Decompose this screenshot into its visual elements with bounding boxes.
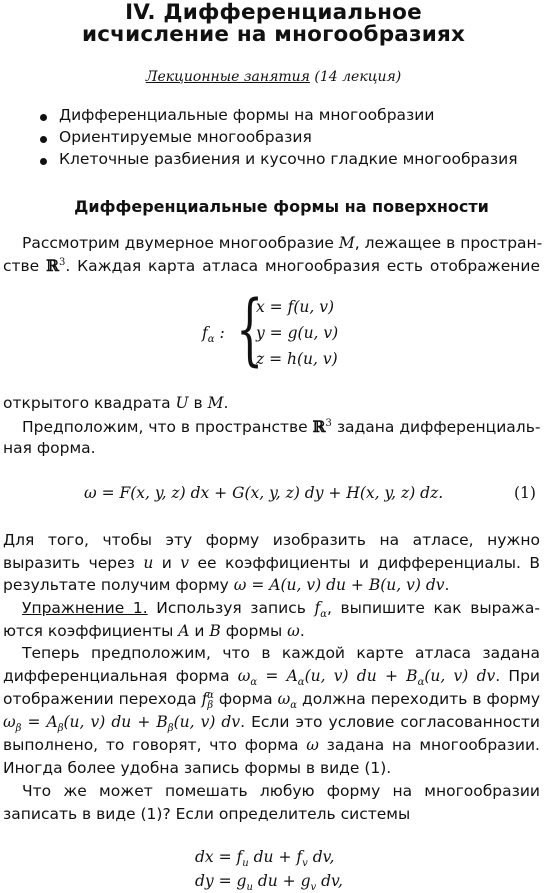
- left-brace-icon: {: [236, 285, 264, 375]
- paragraph-line: [3, 713, 540, 735]
- paragraph-line: Для того, чтобы эту форму изобразить на атласе, нужно: [3, 531, 540, 549]
- text-span: .: [223, 394, 229, 412]
- text-span: . При: [495, 667, 540, 685]
- chapter-title-line-2: исчисление на многообразиях: [81, 22, 466, 47]
- math-var: ω: [287, 622, 300, 640]
- text-span: задана на многообразии.: [318, 736, 540, 754]
- paragraph-line: [22, 419, 540, 436]
- text-span: выполнено, то говорят, что форма: [3, 736, 307, 754]
- system-equation-y: y = g(u, v): [256, 324, 339, 342]
- bullet-dot-icon: [40, 136, 47, 143]
- system-lhs: $f_\alpha$ :: [202, 324, 225, 346]
- text-span: Рассмотрим двумерное многообразие: [22, 234, 339, 252]
- subtitle-lecture-number: (14 лекция): [309, 69, 402, 85]
- bullet-dot-icon: [40, 114, 47, 121]
- paragraph-line: записать в виде (1)? Если определитель системы: [3, 805, 411, 823]
- text-span: выразить через: [3, 554, 144, 572]
- text-span: и: [189, 622, 210, 640]
- equation-1: ω = F(x, y, z) dx + G(x, y, z) dy + H(x, y, z) dz.: [84, 484, 444, 502]
- bullet-text: Дифференциальные формы на многообразии: [59, 106, 435, 124]
- bullet-text: Ориентируемые многообразия: [59, 128, 312, 146]
- exercise-line: [3, 624, 547, 640]
- differential-equation-dy: dy = $g_u$ du + $g_v$ dv,: [195, 872, 343, 893]
- text-span: , выпишите как выража-: [326, 599, 540, 617]
- text-span: в: [188, 394, 208, 412]
- math-var: u: [143, 554, 154, 572]
- superscript: 3: [325, 417, 332, 429]
- paragraph-line: ная форма.: [3, 439, 96, 457]
- text-span: . Если это условие согласованности: [240, 713, 540, 731]
- text-span: .: [444, 576, 450, 594]
- text-span: результате получим форму: [3, 576, 234, 594]
- paragraph-line: [3, 556, 540, 572]
- text-span: , лежащее в простран-: [354, 234, 543, 252]
- text-span: формы: [220, 622, 288, 640]
- equation-1-number: (1): [514, 484, 536, 502]
- paragraph-line: [3, 667, 540, 689]
- bullet-text: Клеточные разбиения и кусочно гладкие многообразия: [59, 150, 518, 168]
- real-space-symbol: ℝ: [312, 417, 326, 436]
- math-var: A: [178, 622, 190, 640]
- inline-formula: $f_\alpha$: [314, 599, 327, 621]
- text-span: . Каждая карта атласа многообразия есть отображение: [65, 257, 540, 275]
- system-equation-z: z = h(u, v): [256, 350, 338, 368]
- lecture-subtitle: [0, 70, 547, 84]
- text-span: должна переходить в форму: [297, 690, 540, 708]
- manifold-symbol: M: [207, 394, 224, 412]
- paragraph-line: [3, 689, 540, 712]
- exercise-label: Упражнение 1.: [22, 599, 148, 617]
- text-span: отображении перехода: [3, 690, 202, 708]
- math-var: B: [209, 622, 221, 640]
- inline-formula: $\omega_\alpha = A_\alpha(u$, v) du + $B_\alpha(u$, v) dv: [237, 667, 496, 689]
- square-symbol: U: [175, 394, 189, 412]
- text-span: .: [299, 622, 305, 640]
- exercise-line: [22, 599, 540, 621]
- inline-formula: $\omega_\beta = A_\beta(u$, v) du + $B_\beta(u$, v) dv: [3, 713, 241, 735]
- text-span: Предположим, что в пространстве: [22, 418, 313, 436]
- section-heading: Дифференциальные формы на поверхности: [74, 197, 489, 216]
- text-span: ее коэффициенты и дифференциалы. В: [189, 554, 540, 572]
- paragraph-line: [3, 578, 547, 594]
- text-span: дифференциальная форма: [3, 667, 238, 685]
- differential-equation-dx: dx = $f_u$ du + $f_v$ dv,: [195, 848, 335, 870]
- paragraph-line: [3, 396, 547, 412]
- math-var: v: [180, 554, 190, 572]
- paragraph-line: [3, 738, 540, 754]
- paragraph-line: Иногда более удобна запись формы в виде (1).: [3, 759, 392, 777]
- text-span: Используя запись: [147, 599, 315, 617]
- text-span: ются коэффициенты: [3, 622, 179, 640]
- paragraph-line: [22, 234, 543, 252]
- system-equation-x: x = f(u, v): [256, 298, 335, 316]
- text-span: задана дифференциаль-: [331, 418, 541, 436]
- superscript: 3: [58, 256, 66, 268]
- chapter-title-line-1: IV. Дифференциальное: [125, 0, 422, 25]
- inline-formula: $f_\beta^\alpha$: [201, 689, 214, 712]
- inline-formula: $\omega_\alpha$: [277, 690, 298, 712]
- bullet-dot-icon: [40, 158, 47, 165]
- subtitle-lecture-sessions: Лекционные занятия: [145, 69, 310, 85]
- inline-formula: ω = A(u, v) du + B(u, v) dv: [233, 576, 445, 594]
- paragraph-line: Что же может помешать любую форму на многообразии: [22, 782, 540, 800]
- text-span: и: [153, 554, 181, 572]
- math-var: ω: [306, 736, 319, 754]
- paragraph-line: [3, 258, 540, 275]
- manifold-symbol: M: [338, 234, 355, 252]
- paragraph-line: Теперь предположим, что в каждой карте атласа задана: [22, 644, 540, 662]
- real-space-symbol: ℝ: [46, 256, 59, 275]
- text-span: стве: [3, 257, 47, 275]
- text-span: форма: [213, 690, 278, 708]
- text-span: открытого квадрата: [3, 394, 176, 412]
